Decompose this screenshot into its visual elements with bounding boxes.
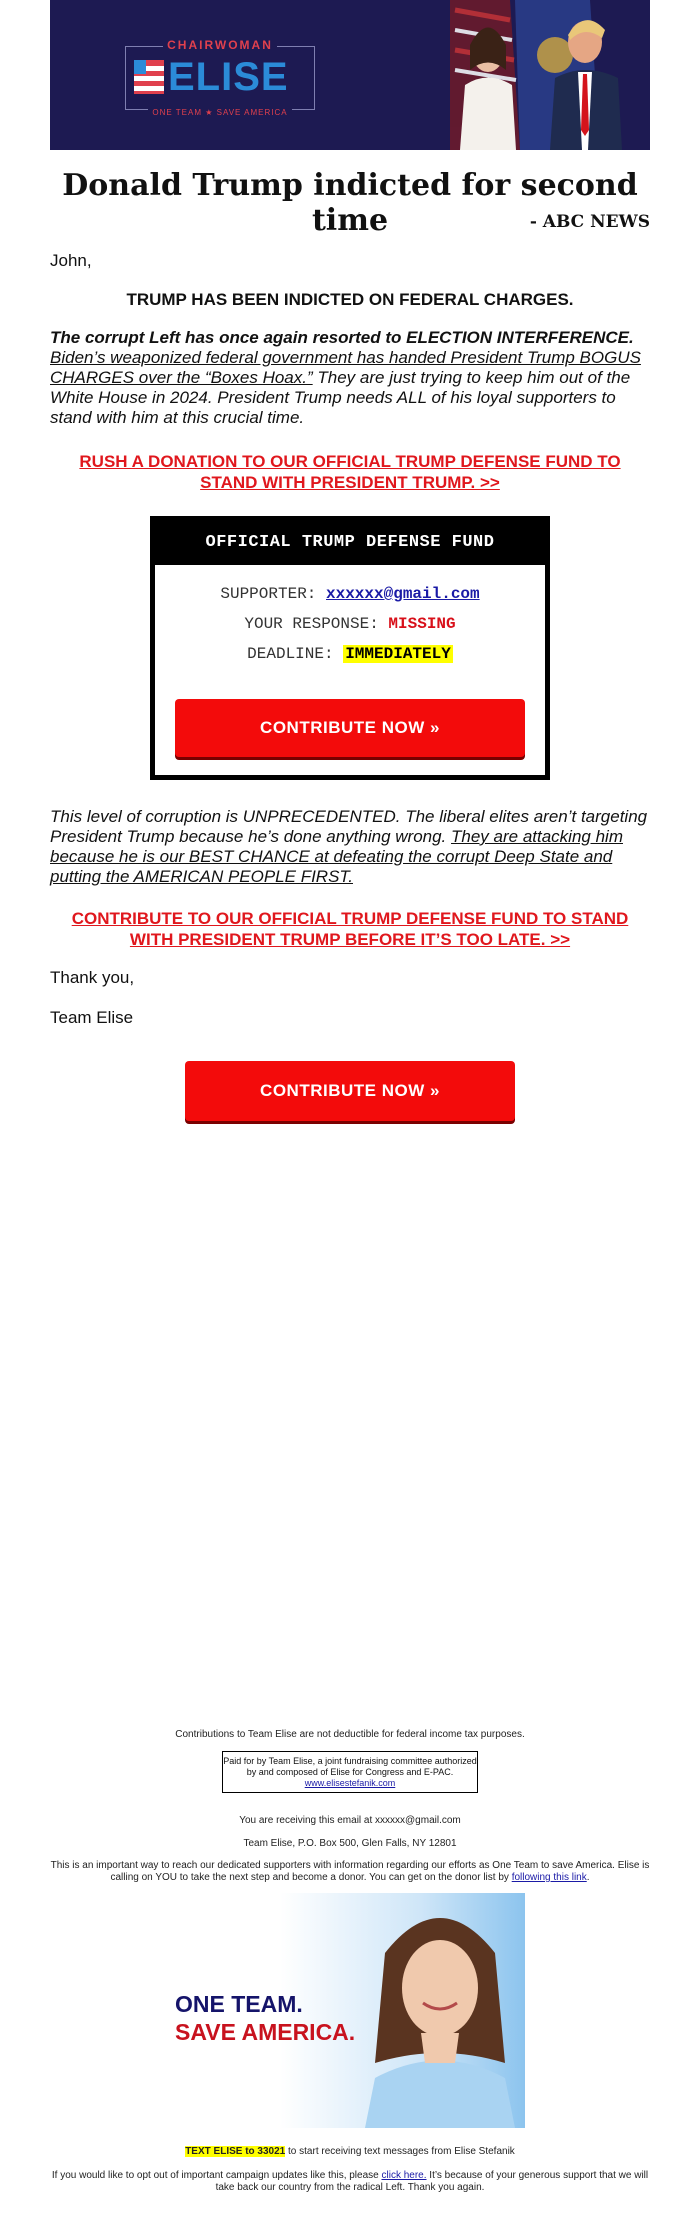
response-row [155,615,545,635]
supporter-email[interactable]: xxxxxx@gmail.com [326,585,480,603]
opt-out-link[interactable]: click here. [381,2170,427,2181]
deadline-row [155,645,545,665]
one-team-promo-image [175,1893,525,2128]
flag-logo-icon [134,60,164,94]
promo-line-1: ONE TEAM. [175,1991,303,2017]
intro-underlined: Biden’s weaponized federal government has handed President Trump BOGUS CHARGES over the “Boxes Hoax.” [50,348,641,387]
response-status: MISSING [388,615,456,633]
opt-out-text-1: If you would like to opt out of important campaign updates like this, please [51,2170,379,2181]
corruption-underlined: They are attacking him because he is our BEST CHANCE at defeating the corrupt Deep State and putting the AMERICAN PEOPLE FIRST. [50,827,623,886]
greeting: John, [50,251,92,270]
flags-and-people-photo [450,0,650,150]
logo-name: ELISE [168,55,289,99]
elise-logo [125,38,315,117]
signature: Team Elise [50,1008,134,1027]
text-signup [50,2146,650,2158]
portrait-photo [355,1893,525,2128]
intro-paragraph [50,328,650,428]
mailing-address: Team Elise, P.O. Box 500, Glen Falls, NY 12801 [243,1838,457,1849]
opt-out-notice [50,2170,650,2194]
logo-chair-label: CHAIRWOMAN [163,38,277,52]
headline: Donald Trump indicted for second time [62,168,638,238]
text-signup-highlight: TEXT ELISE to 33021 [185,2146,286,2157]
intro-bold: The corrupt Left has once again resorted to ELECTION INTERFERENCE. [50,328,634,347]
deadline-value: IMMEDIATELY [345,645,451,663]
logo-tagline: ONE TEAM ★ SAVE AMERICA [148,108,291,117]
donor-notice: This is an important way to reach our dedicated supporters with information regarding our efforts as One Team to save America. Elise is calling on YOU to take the next step and become a donor. You can get on the donor list by following this link. [50,1860,650,1883]
tax-disclaimer: Contributions to Team Elise are not deductible for federal income tax purposes. [175,1729,525,1740]
receiving-notice: You are receiving this email at xxxxxx@gmail.com [239,1815,461,1826]
supporter-row [155,585,545,605]
opt-out-text-2: It’s because of your generous support that we will take back our country from the radical Left. Thank you again. [215,2170,649,2193]
promo-line-2: SAVE AMERICA. [175,2019,356,2045]
website-link[interactable]: www.elisestefanik.com [304,1778,396,1788]
header-banner [50,0,650,150]
donor-list-link[interactable]: following this link [511,1872,587,1883]
corruption-paragraph [50,807,650,887]
donation-link-1[interactable]: RUSH A DONATION TO OUR OFFICIAL TRUMP DEFENSE FUND TO STAND WITH PRESIDENT TRUMP. >> [79,452,621,492]
alert-heading: TRUMP HAS BEEN INDICTED ON FEDERAL CHARGES. [126,290,574,309]
response-label: YOUR RESPONSE: [244,615,379,633]
contribute-now-button[interactable]: CONTRIBUTE NOW » [175,699,525,757]
text-signup-rest: to start receiving text messages from Elise Stefanik [288,2146,515,2157]
fund-title: OFFICIAL TRUMP DEFENSE FUND [155,521,545,565]
donor-notice-text: This is an important way to reach our dedicated supporters with information regarding our efforts as One Team to save America. Elise is calling on YOU to take the next step and become a donor. You can get on the donor list by [50,1860,650,1883]
supporter-label: SUPPORTER: [220,585,317,603]
donation-link-2[interactable]: CONTRIBUTE TO OUR OFFICIAL TRUMP DEFENSE FUND TO STAND WITH PRESIDENT TRUMP BEFORE IT’S TOO LATE. >> [71,909,629,949]
intro-rest: They are just trying to keep him out of the White House in 2024. President Trump needs ALL of his loyal supporters to stand with him at this crucial time. [50,368,631,427]
paid-for-box [222,1751,478,1793]
signoff: Thank you, [50,968,135,987]
defense-fund-box [150,516,550,780]
corruption-text: This level of corruption is UNPRECEDENTED. The liberal elites aren’t targeting President Trump because he’s done anything wrong. [50,807,648,846]
news-source: - ABC NEWS [529,212,650,232]
paid-for-text: Paid for by Team Elise, a joint fundraising committee authorized by and composed of Elise for Congress and E-PAC. [223,1756,477,1777]
deadline-label: DEADLINE: [247,645,334,663]
contribute-now-button-2[interactable]: CONTRIBUTE NOW » [185,1061,515,1121]
